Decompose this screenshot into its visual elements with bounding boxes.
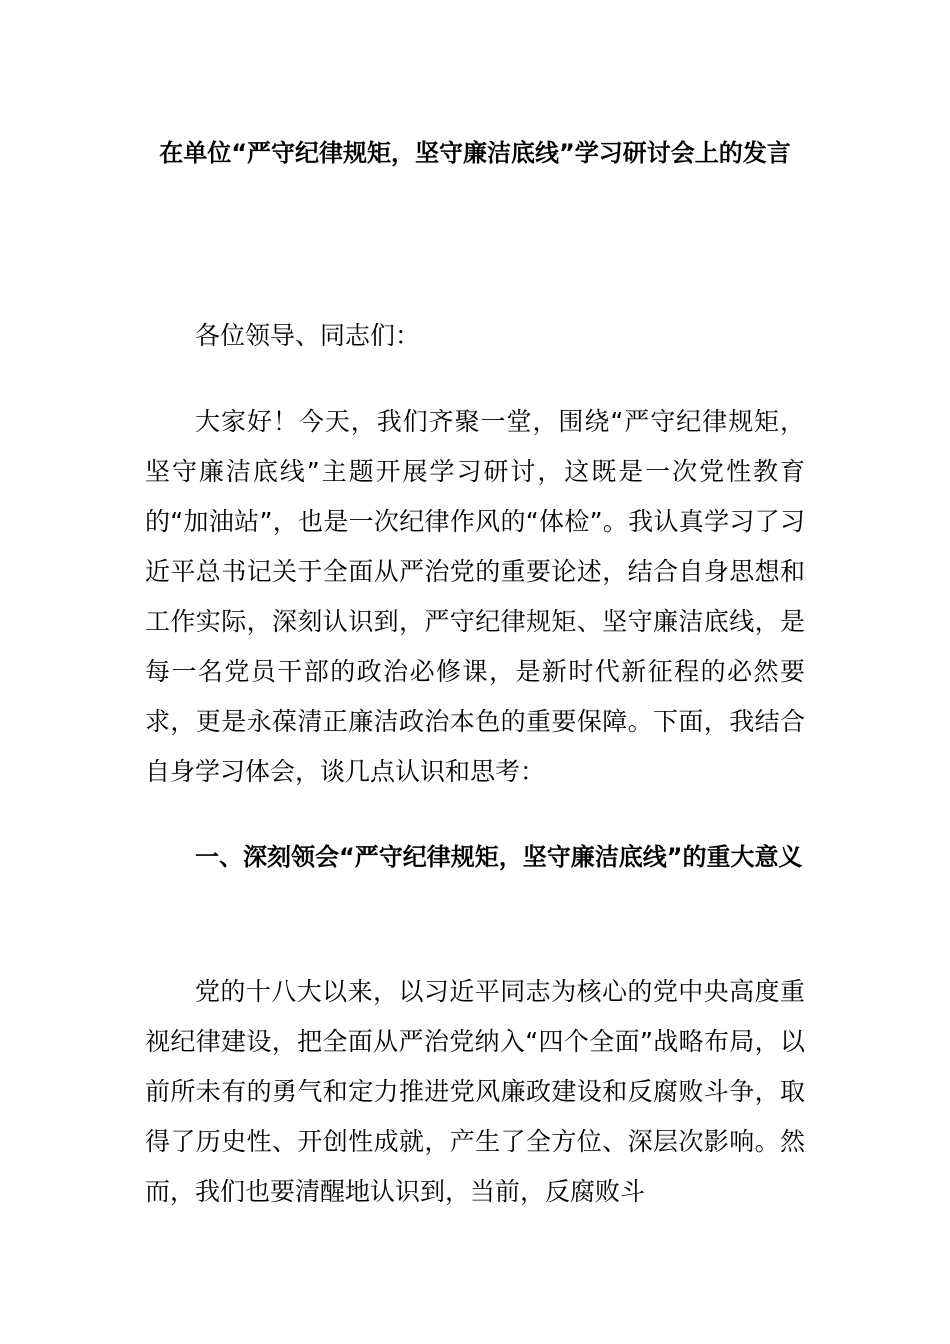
paragraph-intro: 大家好！今天，我们齐聚一堂，围绕“严守纪律规矩，坚守廉洁底线”主题开展学习研讨，这既是一次党性教育的“加油站”，也是一次纪律作风的“体检”。我认真学习了习近平总书记关于全面从严治党的重要论述，结合自身思想和工作实际，深刻认识到，严守纪律规矩、坚守廉洁底线，是每一名党员干部的政治必修课，是新时代新征程的必然要求，更是永葆清正廉洁政治本色的重要保障。下面，我结合自身学习体会，谈几点认识和思考： bbox=[145, 407, 805, 786]
document-title: 在单位“严守纪律规矩，坚守廉洁底线”学习研讨会上的发言 bbox=[159, 139, 791, 167]
greeting: 各位领导、同志们： bbox=[195, 321, 421, 350]
section-heading-1: 一、深刻领会“严守纪律规矩，坚守廉洁底线”的重大意义 bbox=[195, 843, 803, 871]
paragraph-section-1: 党的十八大以来，以习近平同志为核心的党中央高度重视纪律建设，把全面从严治党纳入“四个全面”战略布局，以前所未有的勇气和定力推进党风廉政建设和反腐败斗争，取得了历史性、开创性成就，产生了全方位、深层次影响。然而，我们也要清醒地认识到，当前，反腐败斗 bbox=[145, 977, 805, 1206]
